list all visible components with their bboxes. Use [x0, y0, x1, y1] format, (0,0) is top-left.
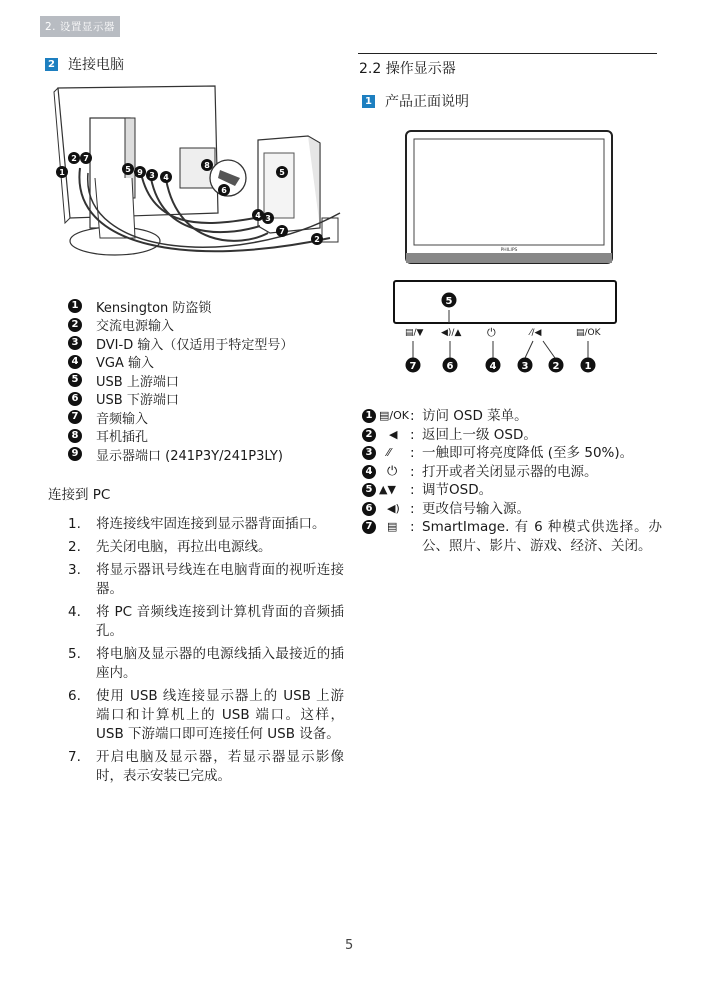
callout-1: 1: [584, 361, 592, 372]
diagram-callout-1: 1: [59, 168, 65, 177]
list-item: 6 ◀) : 更改信号输入源。: [362, 500, 662, 519]
diagram-callout-3: 3: [149, 171, 155, 180]
diagram-callout-5b: 5: [279, 168, 285, 177]
list-item: 3. 将显示器讯号线连在电脑背面的视听连接器。: [68, 562, 344, 597]
list-item: 4. 将 PC 音频线连接到计算机背面的音频插孔。: [68, 604, 344, 639]
list-item: 3 ⁄⁄ : 一触即可将亮度降低 (至多 50%)。: [362, 444, 662, 463]
diagram-callout-4b: 4: [255, 211, 261, 220]
diagram-callout-3b: 3: [265, 214, 271, 223]
button-label-input: ◀)/▲: [441, 328, 462, 338]
list-item: 5. 将电脑及显示器的电源线插入最接近的插座内。: [68, 646, 344, 681]
monitor-front-illustration: [400, 125, 620, 265]
list-item: 6. 使用 USB 线连接显示器上的 USB 上游端口和计算机上的 USB 端口。这样，USB 下游端口即可连接任何 USB 设备。: [68, 688, 344, 742]
diagram-callout-5: 5: [125, 165, 131, 174]
chapter-header: 2. 设置显示器: [40, 16, 120, 37]
diagram-callout-2: 2: [71, 154, 77, 163]
section-number: 2: [45, 58, 58, 71]
section-title-text: 连接电脑: [68, 57, 124, 73]
diagram-callout-6: 6: [221, 186, 227, 195]
adjust-icon: ▲▼: [379, 483, 396, 496]
function-list: [362, 407, 662, 555]
input-source-icon: ◀): [387, 501, 400, 515]
list-item: 7. 开启电脑及显示器，若显示器显示影像时，表示安装已完成。: [68, 749, 344, 784]
connect-heading: 连接到 PC: [48, 487, 111, 503]
section-number: 1: [362, 95, 375, 108]
diagram-callout-2b: 2: [314, 235, 320, 244]
button-label-smartimage: ▤/▼: [405, 328, 424, 338]
list-item: 4 ⏻ : 打开或者关闭显示器的电源。: [362, 463, 662, 482]
list-item: 7 ▤ : SmartImage. 有 6 种模式供选择。办公、照片、影片、游戏、经济、关闭。: [362, 518, 662, 555]
button-label-brightness: ⁄/◀: [530, 328, 542, 338]
power-icon: ⏻: [487, 326, 496, 339]
callout-2: 2: [552, 361, 560, 372]
page-number: 5: [345, 938, 354, 953]
diagram-callout-8: 8: [204, 161, 210, 170]
operate-heading: 2.2 操作显示器: [359, 61, 456, 77]
back-icon: ◀: [389, 427, 398, 441]
list-item: 1 ▤/OK : 访问 OSD 菜单。: [362, 407, 662, 426]
list-item: 8 耳机插孔: [68, 427, 293, 446]
diagram-callout-7: 7: [83, 154, 89, 163]
list-item: 1 Kensington 防盗锁: [68, 297, 293, 316]
diagram-callout-7b: 7: [279, 227, 285, 236]
section-title-front: [362, 91, 469, 111]
section-title-connect: [45, 54, 124, 74]
list-item: 2. 先关闭电脑，再拉出电源线。: [68, 539, 272, 555]
port-list: [68, 297, 293, 464]
callout-7: 7: [409, 361, 417, 372]
list-item: 4 VGA 输入: [68, 353, 293, 372]
diagram-callout-9: 9: [137, 168, 143, 177]
diagram-callout-4: 4: [163, 173, 169, 182]
callout-4: 4: [489, 361, 497, 372]
steps-list: [68, 515, 344, 790]
heading-rule: [358, 53, 657, 54]
section-title-text: 产品正面说明: [385, 94, 469, 110]
list-item: 7 音频输入: [68, 408, 293, 427]
list-item: 2 交流电源输入: [68, 316, 293, 335]
power-icon: ⏻: [387, 463, 398, 479]
brightness-icon: ⁄⁄: [387, 446, 391, 459]
list-item: 6 USB 下游端口: [68, 390, 293, 409]
smartimage-icon: ▤: [387, 520, 398, 533]
list-item: 2 ◀ : 返回上一级 OSD。: [362, 426, 662, 445]
callout-6: 6: [446, 361, 454, 372]
list-item: 5 ▲▼ : 调节OSD。: [362, 481, 662, 500]
list-item: 5 USB 上游端口: [68, 371, 293, 390]
list-item: 3 DVI-D 输入（仅适用于特定型号）: [68, 334, 293, 353]
list-item: 1. 将连接线牢固连接到显示器背面插口。: [68, 516, 326, 532]
rear-connection-diagram: [40, 78, 360, 278]
callout-3: 3: [521, 361, 529, 372]
brand-logo-text: PHILIPS: [500, 248, 518, 253]
list-item: 9 显示器端口 (241P3Y/241P3LY): [68, 445, 293, 464]
callout-5: 5: [445, 296, 453, 307]
menu-icon: ▤/OK: [379, 409, 409, 422]
button-label-ok: ▤/OK: [576, 328, 601, 338]
